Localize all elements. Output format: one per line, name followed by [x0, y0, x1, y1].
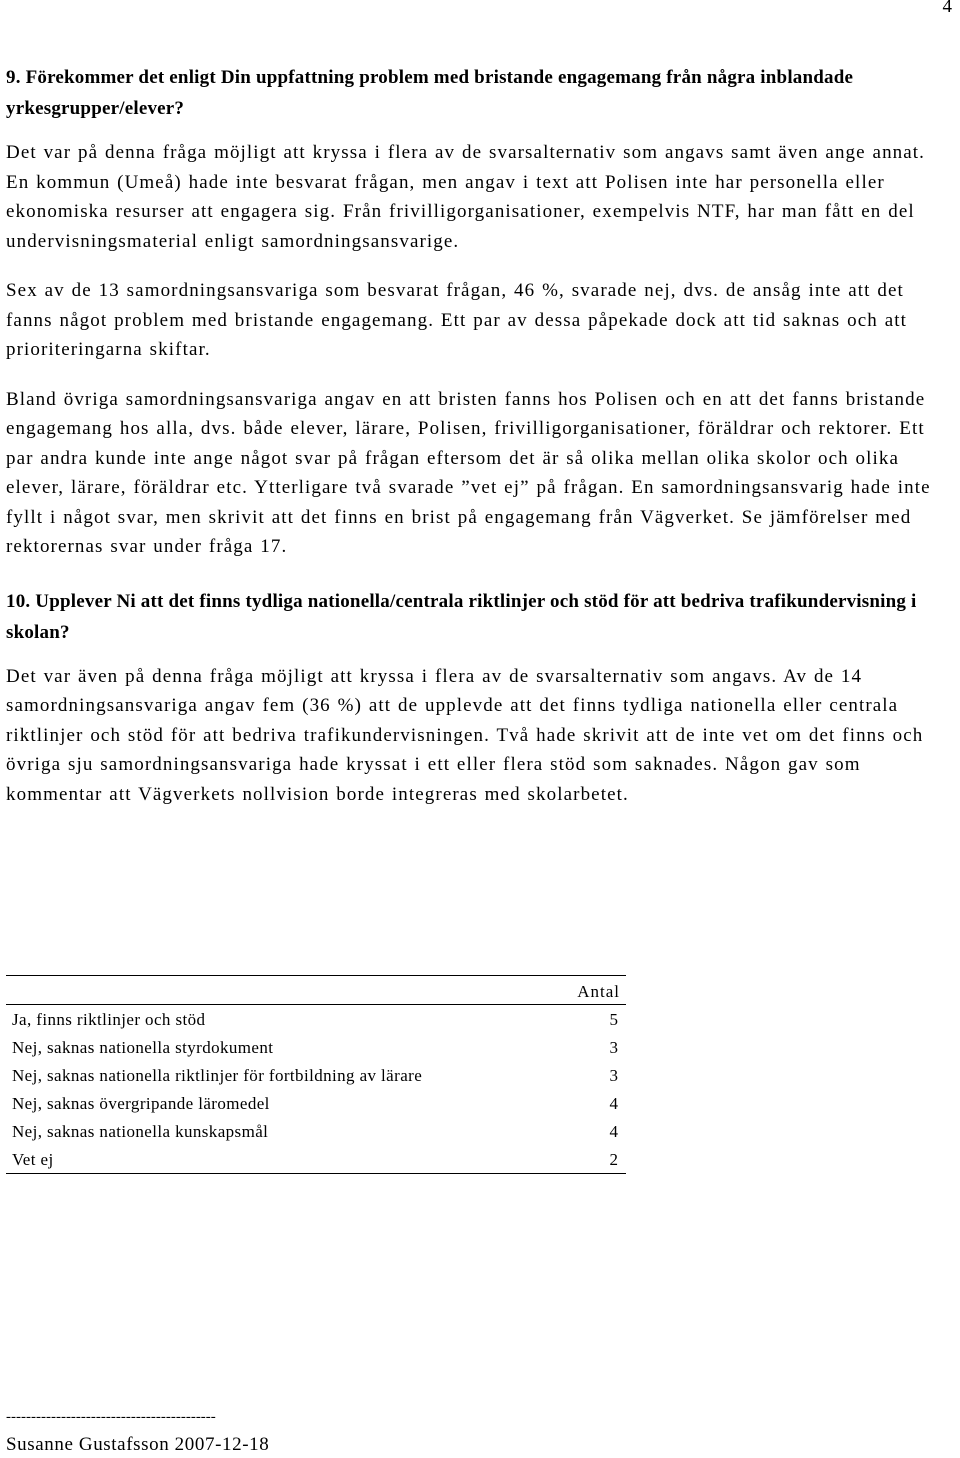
page-number: 4 [942, 0, 952, 17]
table-row [6, 1089, 626, 1117]
row-value: 2 [609, 1150, 618, 1169]
table-row [6, 1005, 626, 1033]
question-9-paragraph-2: Sex av de 13 samordningsansvariga som besvarat frågan, 46 %, svarade nej, dvs. de ansåg inte att det fanns något problem med bristande engagemang. Ett par av dessa påpekade dock att tid saknas och att prioriteringarna skiftar. [6, 280, 908, 360]
question-9-paragraph-1: Det var på denna fråga möjligt att kryssa i flera av de svarsalternativ som angavs samt även ange annat. En kommun (Umeå) hade inte besvarat frågan, men angav i text att Polisen inte har personella eller ekonomiska resurser att engagera sig. Från frivilligorganisationer, exempelvis NTF, har man fått en del undervisningsmaterial enligt samordningsansvarige. [6, 142, 926, 252]
table-row [6, 1117, 626, 1145]
question-9-paragraph-3: Bland övriga samordningsansvariga angav en att bristen fanns hos Polisen och en att det fanns bristande engagemang hos alla, dvs. både elever, lärare, Polisen, frivilligorganisationer, föräldrar och rektorer. Ett par andra kunde inte ange något svar på frågan eftersom det är så olika mellan olika skolor och olika elever, lärare, föräldrar etc. Ytterligare två svarade ”vet ej” på frågan. En samordningsansvarig hade inte fyllt i något svar, men skrivit att det finns en brist på engagemang från Vägverket. Se jämförelser med rektorernas svar under fråga 17. [6, 388, 931, 557]
row-label: Nej, saknas nationella riktlinjer för fortbildning av lärare [12, 1066, 423, 1085]
table-row [6, 1145, 626, 1173]
document-body [6, 62, 951, 809]
footer-author: Susanne Gustafsson 2007-12-18 [6, 1434, 270, 1455]
row-value: 3 [609, 1066, 618, 1085]
footer-rule: ------------------------------------------ [6, 1409, 216, 1425]
row-value: 4 [609, 1122, 618, 1141]
table-row [6, 1033, 626, 1061]
table-header [6, 976, 626, 1005]
column-header-antal: Antal [577, 982, 620, 1001]
question-10-paragraph-1: Det var även på denna fråga möjligt att kryssa i flera av de svarsalternativ som angavs. Av de 14 samordningsansvariga angav fem (36 %) att de upplevde att det finns tydliga nationella eller centrala riktlinjer och stöd för att bedriva trafikundervisningen. Två hade skrivit att de inte vet om det finns och övriga sju samordningsansvariga hade kryssat i ett eller flera stöd som saknades. Någon gav som kommentar att Vägverkets nollvision borde integreras med skolarbetet. [6, 665, 924, 805]
question-9-heading: 9. Förekommer det enligt Din uppfattning problem med bristande engagemang från några inblandade yrkesgrupper/elever? [6, 67, 854, 119]
row-label: Nej, saknas övergripande läromedel [12, 1094, 270, 1113]
row-value: 3 [609, 1038, 618, 1057]
row-label: Vet ej [12, 1150, 54, 1169]
answers-table [6, 975, 626, 1174]
row-value: 5 [609, 1010, 618, 1029]
row-label: Nej, saknas nationella styrdokument [12, 1038, 274, 1057]
row-label: Ja, finns riktlinjer och stöd [12, 1010, 206, 1029]
question-10-heading: 10. Upplever Ni att det finns tydliga nationella/centrala riktlinjer och stöd för att bedriva trafikundervisning i skolan? [6, 590, 917, 643]
row-label: Nej, saknas nationella kunskapsmål [12, 1122, 269, 1141]
row-value: 4 [609, 1094, 618, 1113]
table-row [6, 1061, 626, 1089]
